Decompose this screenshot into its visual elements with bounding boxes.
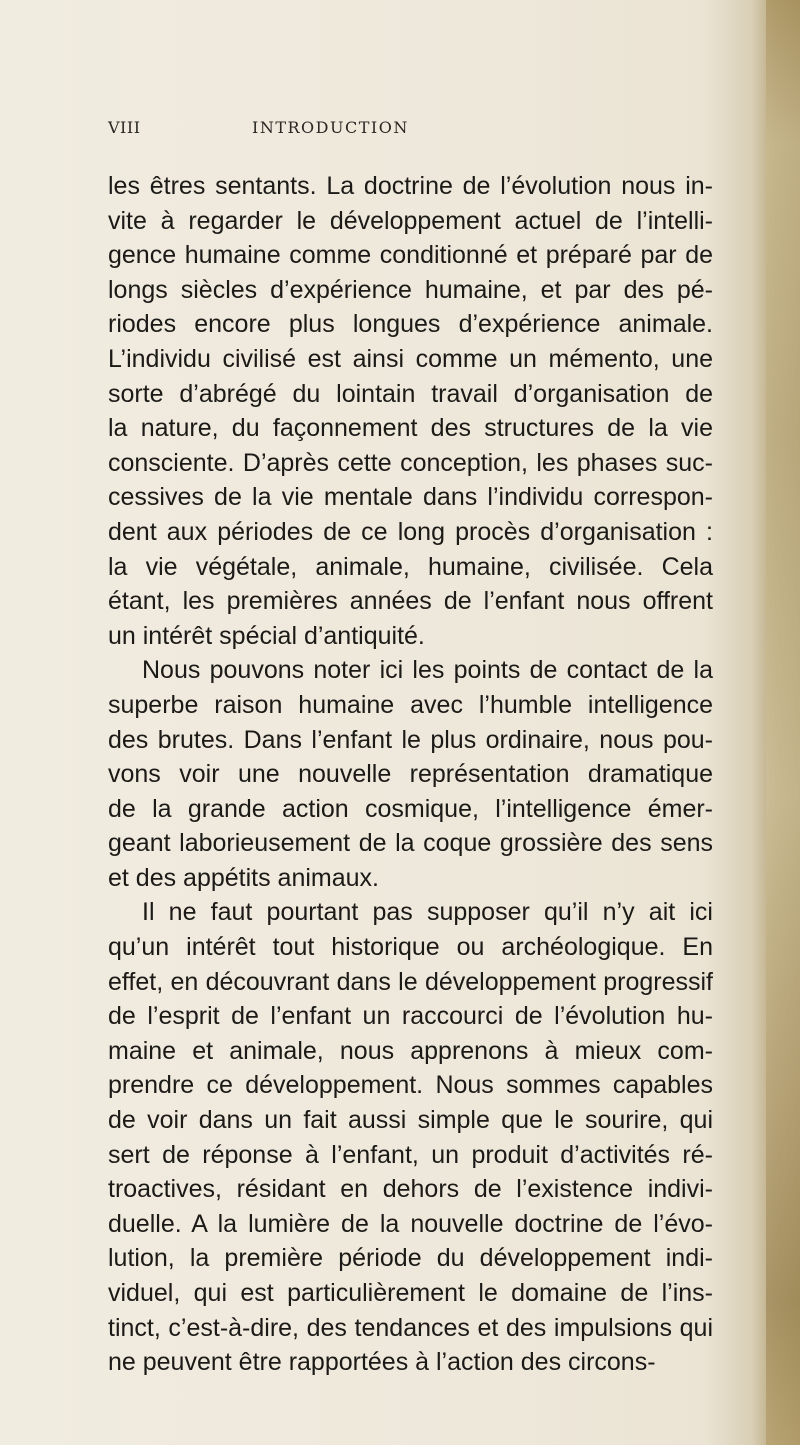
text-line: vite à regarder le développement actuel de l’intelli- [108, 206, 713, 235]
text-line: viduel, qui est particulièrement le domaine de l’ins- [108, 1279, 713, 1307]
text-line: de la grande action cosmique, l’intelligence émer- [108, 794, 713, 823]
text-line: longs siècles d’expérience humaine, et par des pé- [108, 275, 713, 304]
text-line: les êtres sentants. La doctrine de l’évolution nous in- [108, 172, 713, 200]
text-line: la nature, du façonnement des structures de la vie [108, 414, 713, 443]
text-line: de l’esprit de l’enfant un raccourci de l’évolution hu- [108, 1002, 713, 1031]
text-line: prendre ce développement. Nous sommes capables [108, 1071, 713, 1100]
text-line: et des appétits animaux. [108, 863, 379, 892]
text-line: troactives, résidant en dehors de l’existence indivi- [108, 1175, 713, 1204]
text-line: la vie végétale, animale, humaine, civilisée. Cela [108, 552, 713, 581]
text-line: un intérêt spécial d’antiquité. [108, 621, 425, 650]
text-line: duelle. A la lumière de la nouvelle doctrine de l’évo- [108, 1209, 713, 1238]
section-title: INTRODUCTION [252, 118, 409, 137]
text-line: maine et animale, nous apprenons à mieux com- [108, 1036, 713, 1065]
text-line: consciente. D’après cette conception, les phases suc- [108, 448, 713, 477]
text-line: sorte d’abrégé du lointain travail d’organisation de [108, 379, 713, 408]
text-line: gence humaine comme conditionné et préparé par de [108, 241, 713, 270]
running-head [108, 118, 708, 140]
text-line: de voir dans un fait aussi simple que le sourire, qui [108, 1106, 713, 1135]
page-number: VIII [108, 118, 141, 137]
text-line: lution, la première période du développement indi- [108, 1244, 713, 1273]
text-line: Nous pouvons noter ici les points de contact de la [142, 656, 713, 685]
text-line: vons voir une nouvelle représentation dramatique [108, 760, 713, 789]
text-line: geant laborieusement de la coque grossière des sens [108, 829, 713, 858]
text-line: effet, en découvrant dans le développement progressif [108, 967, 713, 996]
body-text [108, 169, 713, 1380]
text-line: Il ne faut pourtant pas supposer qu’il n’y ait ici [142, 898, 713, 927]
page-edge-stain [766, 0, 800, 1445]
text-line: riodes encore plus longues d’expérience animale. [108, 310, 713, 339]
text-line: étant, les premières années de l’enfant nous offrent [108, 587, 713, 616]
text-line: tinct, c’est-à-dire, des tendances et des impulsions qui [108, 1313, 713, 1342]
text-line: cessives de la vie mentale dans l’individu correspon- [108, 483, 713, 512]
text-line: superbe raison humaine avec l’humble intelligence [108, 690, 713, 719]
text-line: sert de réponse à l’enfant, un produit d’activités ré- [108, 1140, 713, 1169]
text-line: L’individu civilisé est ainsi comme un mémento, une [108, 344, 713, 373]
text-line: dent aux périodes de ce long procès d’organisation : [108, 517, 713, 546]
text-line: ne peuvent être rapportées à l’action des circons- [108, 1348, 656, 1377]
text-line: des brutes. Dans l’enfant le plus ordinaire, nous pou- [108, 725, 713, 754]
text-line: qu’un intérêt tout historique ou archéologique. En [108, 933, 713, 962]
